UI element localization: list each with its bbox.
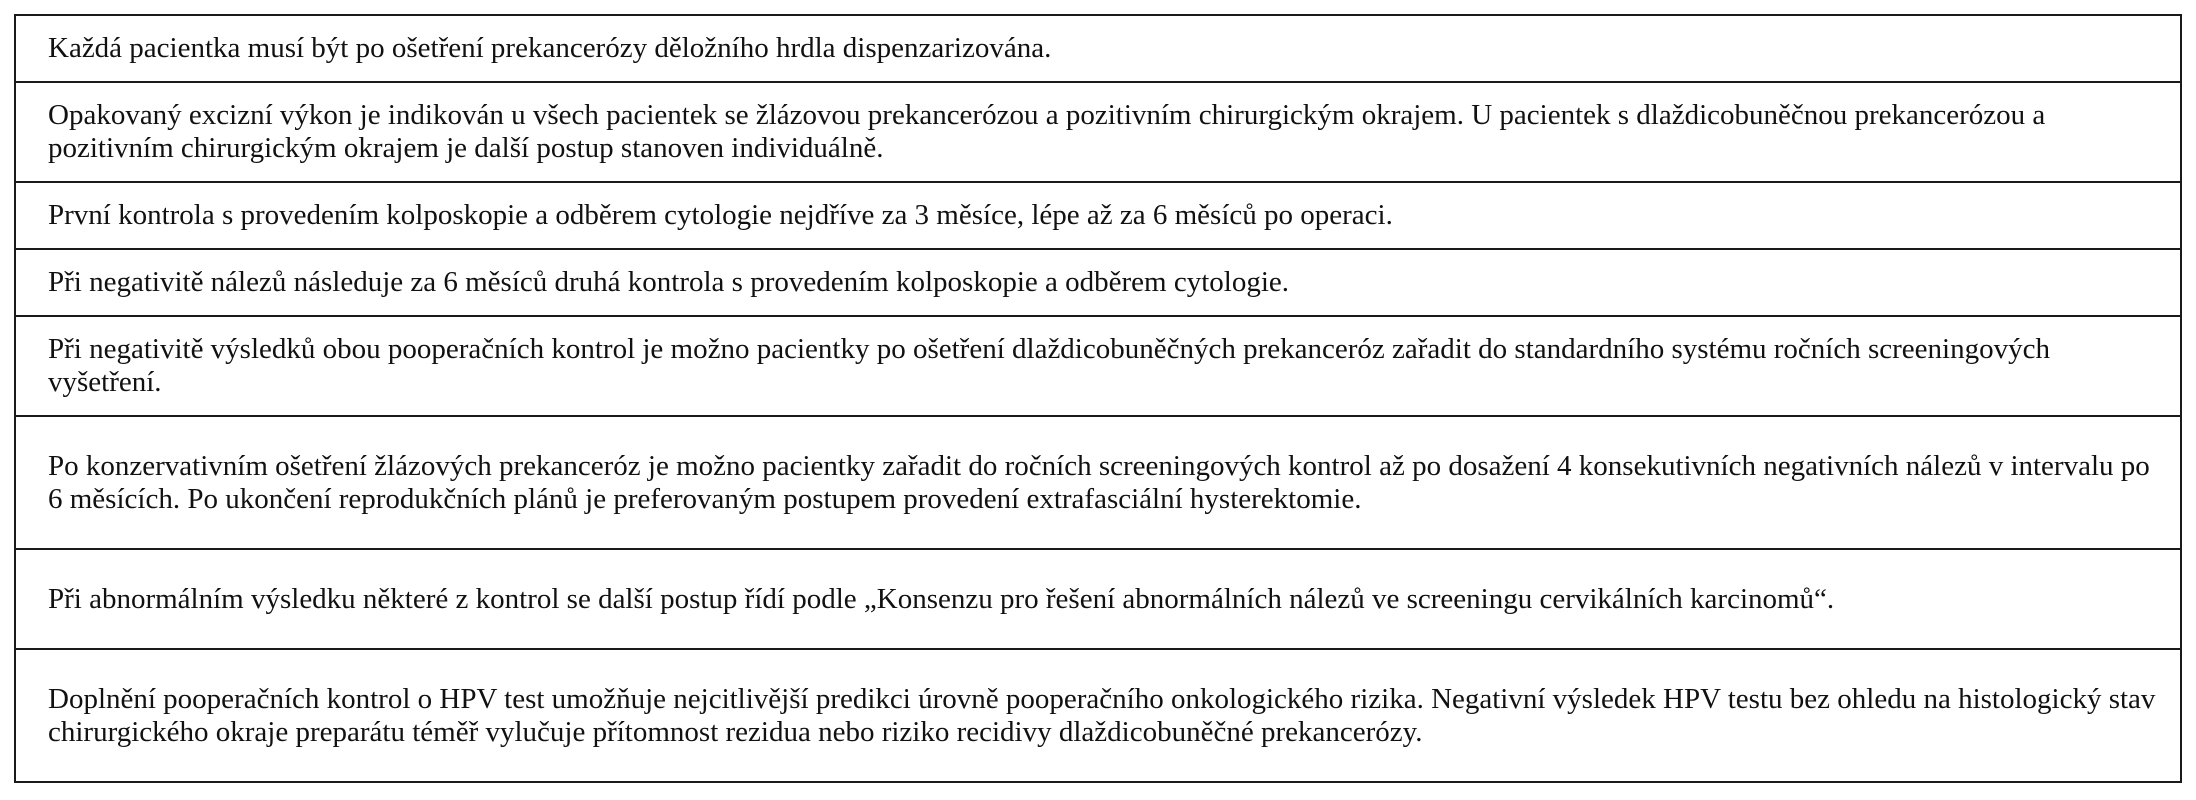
table-row xyxy=(15,82,2181,182)
table-cell: První kontrola s provedením kolposkopie a odběrem cytologie nejdříve za 3 měsíce, lépe až za 6 měsíců po operaci. xyxy=(15,182,2181,249)
table-row xyxy=(15,15,2181,82)
table-cell: Doplnění pooperačních kontrol o HPV test umožňuje nejcitlivější predikci úrovně pooperačního onkologického rizika. Negativní výsledek HPV testu bez ohledu na histologický stav chirurgického okraje preparátu téměř vylučuje přítomnost rezidua nebo riziko recidivy dlaždicobuněčné prekancerózy. xyxy=(15,649,2181,782)
table-row xyxy=(15,649,2181,782)
table-cell: Po konzervativním ošetření žlázových prekanceróz je možno pacientky zařadit do ročních screeningových kontrol až po dosažení 4 konsekutivních negativních nálezů v intervalu po 6 měsících. Po ukončení reprodukčních plánů je preferovaným postupem provedení extrafasciální hysterektomie. xyxy=(15,416,2181,549)
table-cell: Při abnormálním výsledku některé z kontrol se další postup řídí podle „Konsenzu pro řešení abnormálních nálezů ve screeningu cervikálních karcinomů“. xyxy=(15,549,2181,649)
table-row xyxy=(15,416,2181,549)
table-row xyxy=(15,249,2181,316)
table-cell: Při negativitě výsledků obou pooperačních kontrol je možno pacientky po ošetření dlaždicobuněčných prekanceróz zařadit do standardního systému ročních screeningových vyšetření. xyxy=(15,316,2181,416)
table-row xyxy=(15,549,2181,649)
table-cell: Každá pacientka musí být po ošetření prekancerózy děložního hrdla dispenzarizována. xyxy=(15,15,2181,82)
table-cell: Opakovaný excizní výkon je indikován u všech pacientek se žlázovou prekancerózou a pozitivním chirurgickým okrajem. U pacientek s dlaždicobuněčnou prekancerózou a pozitivním chirurgickým okrajem je další postup stanoven individuálně. xyxy=(15,82,2181,182)
recommendations-table xyxy=(14,14,2182,783)
table-row xyxy=(15,182,2181,249)
table-cell: Při negativitě nálezů následuje za 6 měsíců druhá kontrola s provedením kolposkopie a odběrem cytologie. xyxy=(15,249,2181,316)
table-row xyxy=(15,316,2181,416)
